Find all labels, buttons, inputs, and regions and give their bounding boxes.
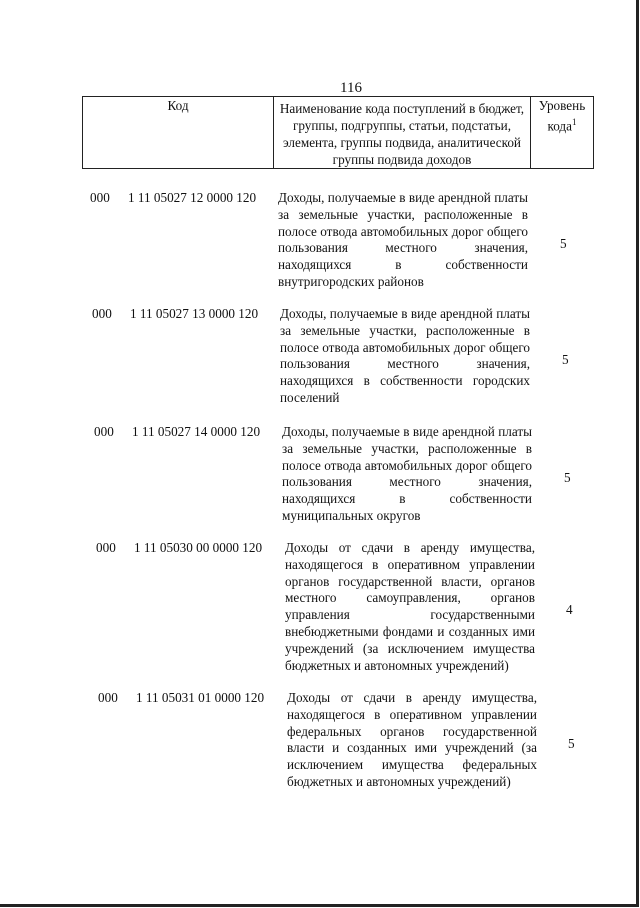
row-code: 1 11 05030 00 0000 120 — [134, 540, 263, 555]
page-number: 116 — [340, 80, 362, 96]
row-prefix: 000 — [96, 540, 116, 555]
row-level: 4 — [566, 602, 573, 617]
row-name: Доходы, получаемые в виде арендной платы за земельные участки, расположенные в полосе отвода автомобильных дорог общего пользования местного значения, находящихся в собственности муниципальных округов — [282, 424, 532, 523]
row-level: 5 — [568, 736, 575, 751]
row-name: Доходы от сдачи в аренду имущества, находящегося в оперативном управлении федеральных органов государственной власти и созданных ими учреждений (за исключением имущества федеральных бюджетных и автономных учреждений) — [287, 690, 537, 789]
header-level-footnote: 1 — [572, 117, 577, 127]
row-level: 5 — [560, 236, 567, 251]
row-code: 1 11 05031 01 0000 120 — [136, 690, 265, 705]
header-name-label: Наименование кода поступлений в бюджет, группы, подгруппы, статьи, подстатьи, элемента, группы подвида, аналитической группы подвида доходов — [279, 101, 525, 167]
row-name: Доходы, получаемые в виде арендной платы за земельные участки, расположенные в полосе отвода автомобильных дорог общего пользования местного значения, находящихся в собственности внутригородских районов — [278, 190, 528, 289]
row-code: 1 11 05027 13 0000 120 — [130, 306, 259, 321]
row-prefix: 000 — [94, 424, 114, 439]
header-level-cell — [531, 97, 594, 169]
row-name: Доходы, получаемые в виде арендной платы за земельные участки, расположенные в полосе отвода автомобильных дорог общего пользования местного значения, находящихся в собственности городских поселений — [280, 306, 530, 405]
row-code: 1 11 05027 12 0000 120 — [128, 190, 257, 205]
header-table — [82, 96, 594, 169]
header-code-cell — [83, 97, 274, 169]
row-prefix: 000 — [90, 190, 110, 205]
row-name: Доходы от сдачи в аренду имущества, находящегося в оперативном управлении органов государственной власти, органов местного самоуправления, органов управления государственными внебюджетными фондами и созданных ими учреждений (за исключением имущества бюджетных и автономных учреждений) — [285, 540, 535, 673]
header-level-label: Уровень кода — [538, 98, 586, 134]
row-level: 5 — [562, 352, 569, 367]
row-code: 1 11 05027 14 0000 120 — [132, 424, 261, 439]
header-name-cell — [274, 97, 531, 169]
row-prefix: 000 — [98, 690, 118, 705]
row-prefix: 000 — [92, 306, 112, 321]
row-level: 5 — [564, 470, 571, 485]
header-code-label: Код — [167, 98, 189, 113]
